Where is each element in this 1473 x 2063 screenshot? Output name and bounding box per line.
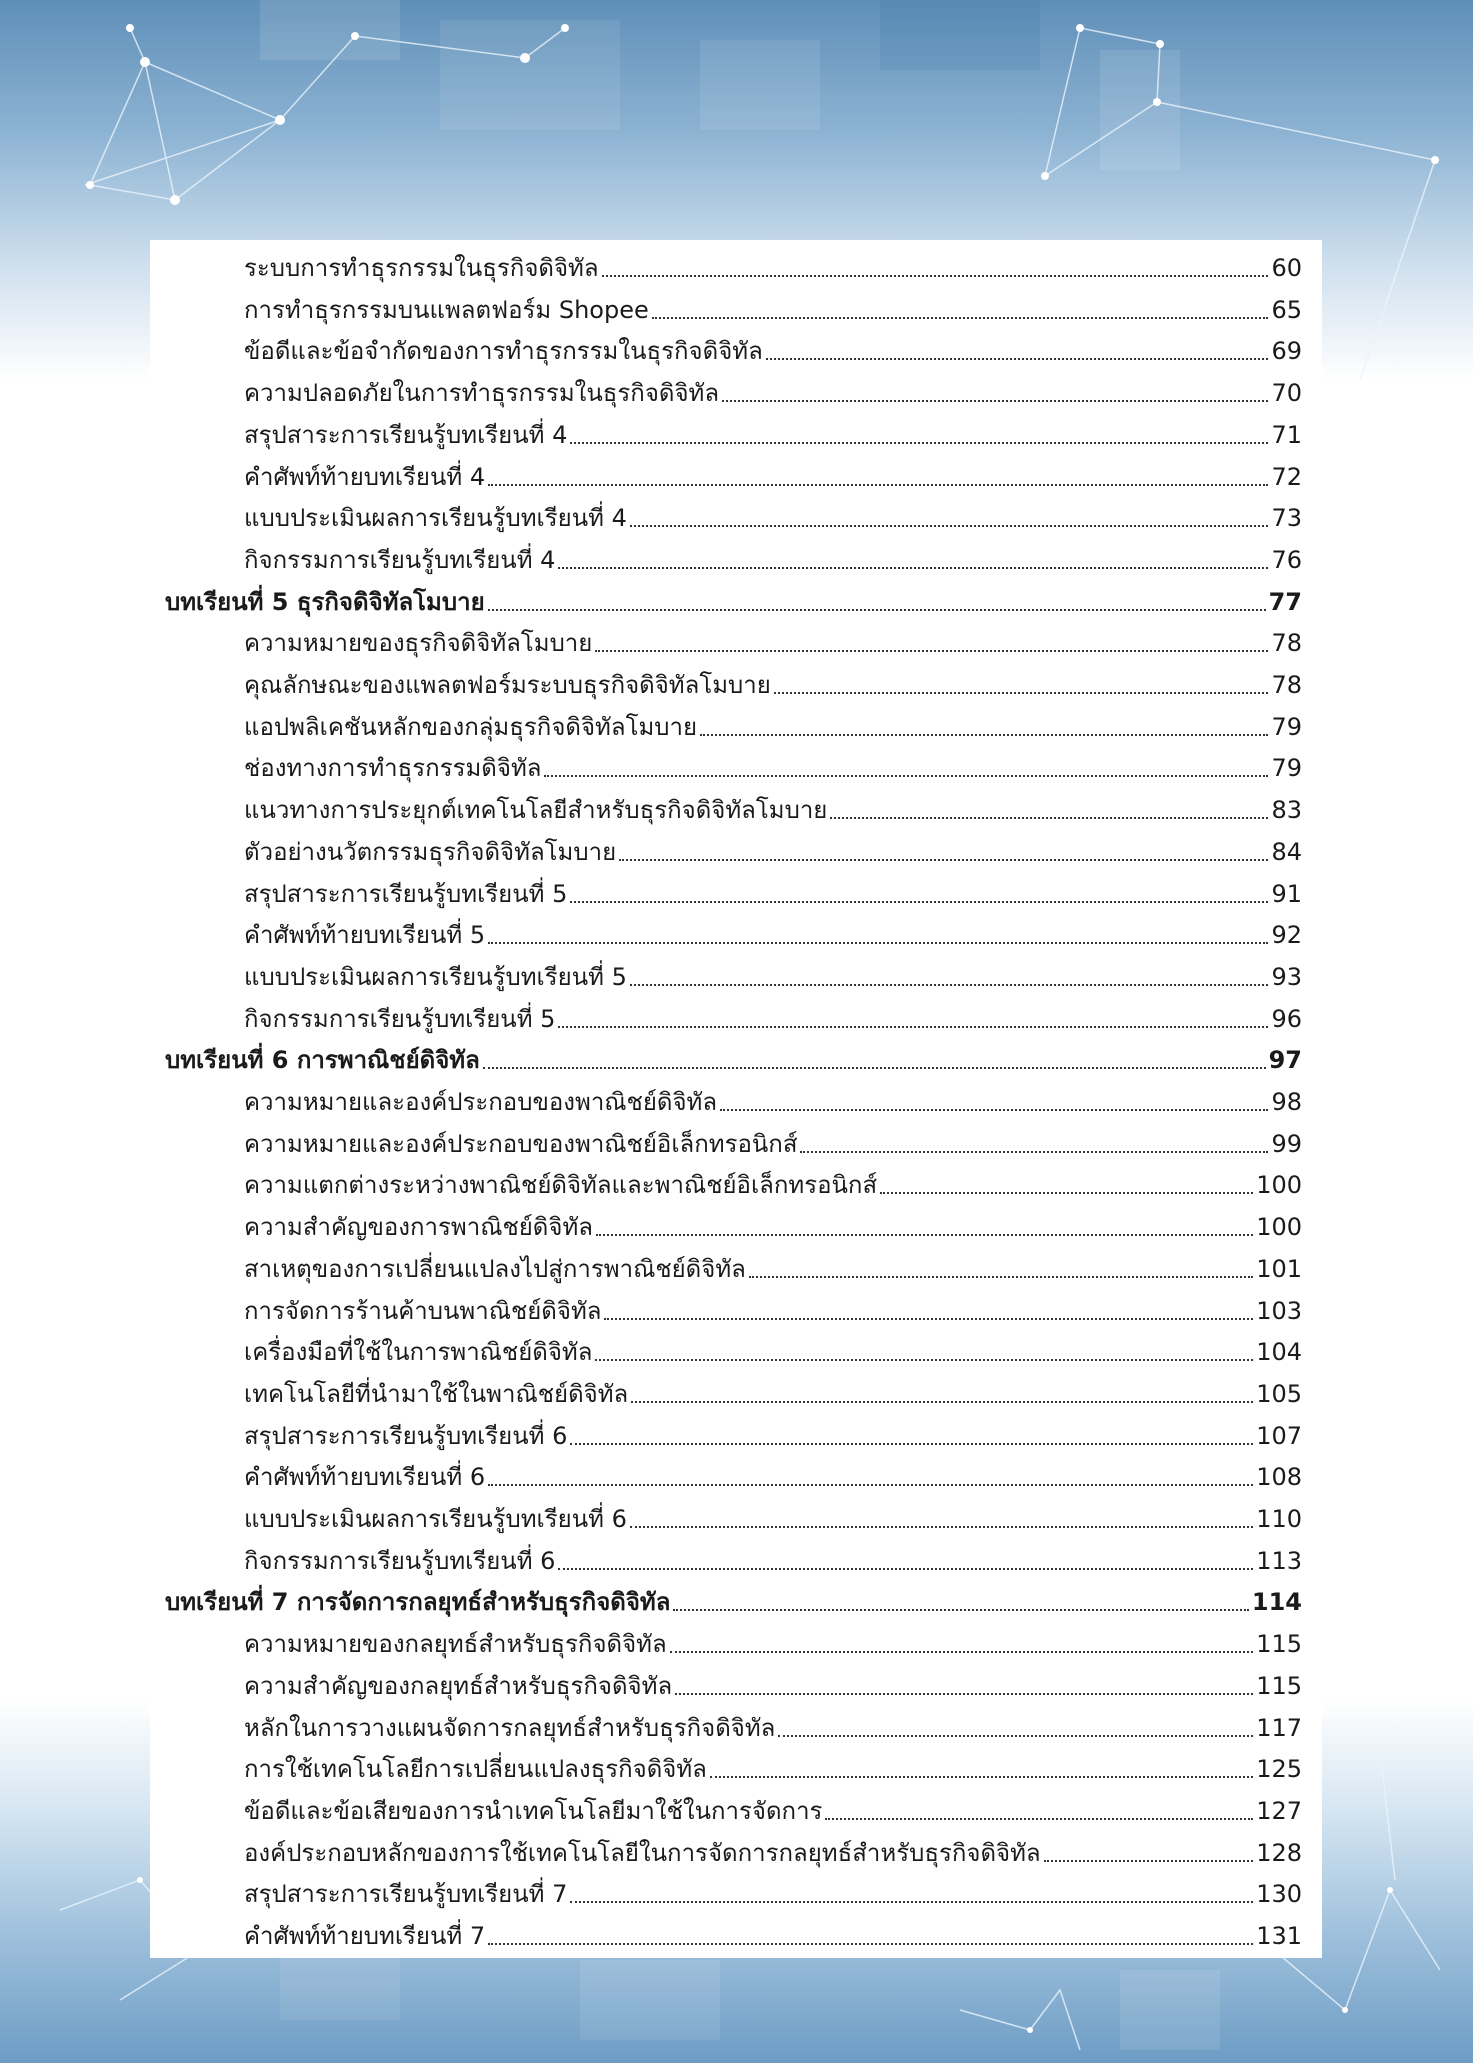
toc-entry-page: 100	[1256, 1213, 1302, 1242]
toc-entry-title: ความหมายของกลยุทธ์สำหรับธุรกิจดิจิทัล	[244, 1630, 667, 1659]
dot-leader	[749, 1275, 1253, 1278]
toc-entry-title: องค์ประกอบหลักของการใช้เทคโนโลยีในการจัดการกลยุทธ์สำหรับธุรกิจดิจิทัล	[244, 1838, 1041, 1867]
dot-leader	[778, 1734, 1253, 1737]
toc-entry-page: 127	[1256, 1796, 1302, 1825]
toc-entry-page: 117	[1256, 1713, 1302, 1742]
toc-entry-page: 79	[1271, 712, 1302, 741]
toc-entry[interactable]	[244, 1703, 1302, 1743]
dot-leader	[488, 941, 1268, 944]
toc-entry-page: 131	[1256, 1922, 1302, 1950]
toc-entry[interactable]	[244, 243, 1302, 283]
toc-entry-page: 79	[1271, 754, 1302, 783]
toc-entry-page: 101	[1256, 1254, 1302, 1283]
toc-entry-page: 99	[1271, 1129, 1302, 1158]
toc-entry[interactable]	[244, 1869, 1302, 1909]
dot-leader	[630, 524, 1269, 527]
toc-entry-title: ความหมายและองค์ประกอบของพาณิชย์อิเล็กทรอนิกส์	[244, 1129, 798, 1158]
toc-entry-title: ข้อดีและข้อจำกัดของการทำธุรกรรมในธุรกิจดิจิทัล	[244, 337, 763, 366]
dot-leader	[631, 1400, 1253, 1403]
toc-entry-title: สรุปสาระการเรียนรู้บทเรียนที่ 6	[244, 1421, 568, 1450]
toc-entry-page: 73	[1271, 504, 1302, 533]
toc-entry-page: 105	[1256, 1379, 1302, 1408]
toc-entry[interactable]	[244, 1786, 1302, 1826]
toc-entry-title: คำศัพท์ท้ายบทเรียนที่ 6	[244, 1463, 486, 1492]
dot-leader	[673, 1608, 1248, 1611]
toc-entry-title: บทเรียนที่ 7 การจัดการกลยุทธ์สำหรับธุรกิจดิจิทัล	[165, 1588, 671, 1617]
toc-entry[interactable]	[244, 410, 1302, 450]
toc-entry[interactable]	[244, 535, 1302, 575]
toc-entry[interactable]	[244, 1911, 1302, 1951]
dot-leader	[483, 1066, 1266, 1069]
toc-entry[interactable]	[244, 1327, 1302, 1367]
toc-entry[interactable]	[244, 994, 1302, 1034]
dot-leader	[800, 1150, 1268, 1153]
toc-entry-title: คำศัพท์ท้ายบทเรียนที่ 5	[244, 921, 486, 950]
toc-entry[interactable]	[244, 1286, 1302, 1326]
toc-entry-page: 100	[1256, 1171, 1302, 1200]
toc-entry-title: กิจกรรมการเรียนรู้บทเรียนที่ 6	[244, 1546, 556, 1575]
toc-entry[interactable]	[244, 1160, 1302, 1200]
toc-entry-title: คำศัพท์ท้ายบทเรียนที่ 4	[244, 462, 486, 491]
toc-entry-page: 78	[1271, 629, 1302, 658]
dot-leader	[570, 1900, 1253, 1903]
toc-entry-title: สรุปสาระการเรียนรู้บทเรียนที่ 4	[244, 420, 568, 449]
toc-entry-page: 128	[1256, 1838, 1302, 1867]
toc-entry-page: 93	[1271, 962, 1302, 991]
dot-leader	[652, 316, 1269, 319]
toc-entry-page: 92	[1271, 921, 1302, 950]
toc-entry-title: ความแตกต่างระหว่างพาณิชย์ดิจิทัลและพาณิชย์อิเล็กทรอนิกส์	[244, 1171, 878, 1200]
dot-leader	[722, 399, 1268, 402]
toc-entry[interactable]	[244, 702, 1302, 742]
toc-entry-page: 72	[1271, 462, 1302, 491]
toc-entry[interactable]	[244, 1536, 1302, 1576]
dot-leader	[825, 1817, 1253, 1820]
toc-entry-page: 130	[1256, 1880, 1302, 1909]
toc-entry-title: แนวทางการประยุกต์เทคโนโลยีสำหรับธุรกิจดิจิทัลโมบาย	[244, 796, 828, 825]
toc-entry[interactable]	[244, 952, 1302, 992]
dot-leader	[595, 649, 1268, 652]
toc-entry[interactable]	[244, 869, 1302, 909]
toc-entry-page: 98	[1271, 1088, 1302, 1116]
toc-entry-page: 108	[1256, 1463, 1302, 1492]
toc-entry-page: 113	[1256, 1546, 1302, 1575]
dot-leader	[630, 983, 1269, 986]
toc-entry-title: หลักในการวางแผนจัดการกลยุทธ์สำหรับธุรกิจดิจิทัล	[244, 1713, 776, 1742]
toc-chapter-entry[interactable]	[165, 1577, 1302, 1617]
toc-entry-page: 77	[1268, 587, 1302, 616]
toc-entry-title: ความหมายและองค์ประกอบของพาณิชย์ดิจิทัล	[244, 1088, 718, 1116]
toc-entry-page: 115	[1256, 1671, 1302, 1700]
toc-entry[interactable]	[244, 1244, 1302, 1284]
toc-entry-title: ความสำคัญของการพาณิชย์ดิจิทัล	[244, 1213, 593, 1242]
dot-leader	[830, 816, 1268, 819]
toc-entry[interactable]	[244, 1202, 1302, 1242]
dot-leader	[570, 900, 1268, 903]
toc-entry-page: 65	[1271, 295, 1302, 324]
toc-entry[interactable]	[244, 1661, 1302, 1701]
toc-entry-title: บทเรียนที่ 5 ธุรกิจดิจิทัลโมบาย	[165, 587, 485, 616]
toc-entry-page: 110	[1256, 1505, 1302, 1533]
toc-entry[interactable]	[244, 1619, 1302, 1659]
dot-leader	[488, 483, 1268, 486]
toc-entry-title: กิจกรรมการเรียนรู้บทเรียนที่ 4	[244, 545, 556, 574]
toc-entry[interactable]	[244, 285, 1302, 325]
dot-leader	[558, 1025, 1268, 1028]
toc-entry[interactable]	[244, 1828, 1302, 1868]
dot-leader	[570, 441, 1268, 444]
toc-entry-title: ข้อดีและข้อเสียของการนำเทคโนโลยีมาใช้ในการจัดการ	[244, 1796, 823, 1825]
toc-entry[interactable]	[244, 743, 1302, 783]
toc-entry[interactable]	[244, 452, 1302, 492]
toc-entry-title: แอปพลิเคชันหลักของกลุ่มธุรกิจดิจิทัลโมบาย	[244, 712, 698, 741]
dot-leader	[720, 1108, 1268, 1111]
toc-entry[interactable]	[244, 1411, 1302, 1451]
toc-entry-page: 83	[1271, 796, 1302, 825]
toc-entry-page: 70	[1271, 379, 1302, 408]
toc-entry-title: คำศัพท์ท้ายบทเรียนที่ 7	[244, 1922, 486, 1950]
toc-entry[interactable]	[244, 827, 1302, 867]
toc-entry-title: บทเรียนที่ 6 การพาณิชย์ดิจิทัล	[165, 1046, 480, 1075]
toc-entry-title: ช่องทางการทำธุรกรรมดิจิทัล	[244, 754, 542, 783]
toc-entry[interactable]	[244, 1494, 1302, 1534]
dot-leader	[596, 1233, 1253, 1236]
dot-leader	[1044, 1859, 1254, 1862]
dot-leader	[675, 1692, 1253, 1695]
toc-entry-title: สรุปสาระการเรียนรู้บทเรียนที่ 5	[244, 879, 568, 908]
toc-entry[interactable]	[244, 1119, 1302, 1159]
toc-entry-page: 71	[1271, 420, 1302, 449]
toc-chapter-entry[interactable]	[165, 1035, 1302, 1075]
toc-entry-title: ความสำคัญของกลยุทธ์สำหรับธุรกิจดิจิทัล	[244, 1671, 673, 1700]
toc-entry-title: เครื่องมือที่ใช้ในการพาณิชย์ดิจิทัล	[244, 1338, 593, 1367]
toc-entry-title: ความปลอดภัยในการทำธุรกรรมในธุรกิจดิจิทัล	[244, 379, 720, 408]
toc-entry-page: 103	[1256, 1296, 1302, 1325]
toc-entry-title: แบบประเมินผลการเรียนรู้บทเรียนที่ 4	[244, 504, 627, 533]
dot-leader	[604, 1317, 1253, 1320]
toc-entry-page: 97	[1268, 1046, 1302, 1075]
dot-leader	[558, 566, 1268, 569]
toc-entry-title: การใช้เทคโนโลยีการเปลี่ยนแปลงธุรกิจดิจิทัล	[244, 1755, 707, 1784]
toc-entry-title: การจัดการร้านค้าบนพาณิชย์ดิจิทัล	[244, 1296, 602, 1325]
toc-entry-title: ตัวอย่างนวัตกรรมธุรกิจดิจิทัลโมบาย	[244, 837, 617, 866]
toc-entry[interactable]	[244, 1744, 1302, 1784]
toc-entry-title: สาเหตุของการเปลี่ยนแปลงไปสู่การพาณิชย์ดิจิทัล	[244, 1254, 746, 1283]
dot-leader	[488, 1483, 1253, 1486]
toc-entry-page: 115	[1256, 1630, 1302, 1659]
dot-leader	[710, 1775, 1253, 1778]
toc-entry[interactable]	[244, 1077, 1302, 1117]
dot-leader	[619, 858, 1268, 861]
toc-entry[interactable]	[244, 493, 1302, 533]
toc-entry-page: 125	[1256, 1755, 1302, 1784]
toc-entry-title: การทำธุรกรรมบนแพลตฟอร์ม Shopee	[244, 295, 649, 324]
toc-entry-page: 107	[1256, 1421, 1302, 1450]
dot-leader	[774, 691, 1269, 694]
dot-leader	[602, 274, 1269, 277]
toc-entry-page: 76	[1271, 545, 1302, 574]
dot-leader	[670, 1650, 1253, 1653]
toc-entry[interactable]	[244, 618, 1302, 658]
dot-leader	[570, 1442, 1253, 1445]
toc-entry-title: คุณลักษณะของแพลตฟอร์มระบบธุรกิจดิจิทัลโมบาย	[244, 671, 771, 699]
toc-entry-page: 60	[1271, 254, 1302, 282]
toc-chapter-entry[interactable]	[165, 577, 1302, 617]
toc-entry-page: 104	[1256, 1338, 1302, 1367]
toc-entry[interactable]	[244, 326, 1302, 366]
toc-entry-title: ความหมายของธุรกิจดิจิทัลโมบาย	[244, 629, 593, 658]
toc-entry[interactable]	[244, 1452, 1302, 1492]
dot-leader	[595, 1358, 1253, 1361]
toc-entry-page: 91	[1271, 879, 1302, 908]
dot-leader	[558, 1567, 1253, 1570]
dot-leader	[630, 1525, 1253, 1528]
toc-entry-page: 69	[1271, 337, 1302, 366]
toc-entry-title: เทคโนโลยีที่นำมาใช้ในพาณิชย์ดิจิทัล	[244, 1379, 629, 1408]
dot-leader	[488, 1942, 1253, 1945]
toc-entry[interactable]	[244, 660, 1302, 700]
toc-entry-title: แบบประเมินผลการเรียนรู้บทเรียนที่ 5	[244, 962, 627, 991]
toc-entry-title: สรุปสาระการเรียนรู้บทเรียนที่ 7	[244, 1880, 568, 1909]
toc-entry-title: กิจกรรมการเรียนรู้บทเรียนที่ 5	[244, 1004, 556, 1033]
toc-entry-page: 84	[1271, 837, 1302, 866]
toc-entry[interactable]	[244, 910, 1302, 950]
dot-leader	[488, 608, 1266, 611]
toc-entry-title: แบบประเมินผลการเรียนรู้บทเรียนที่ 6	[244, 1505, 627, 1533]
toc-entry-page: 78	[1271, 671, 1302, 699]
dot-leader	[880, 1191, 1253, 1194]
toc-entry-page: 96	[1271, 1004, 1302, 1033]
toc-entry-title: ระบบการทำธุรกรรมในธุรกิจดิจิทัล	[244, 254, 599, 282]
dot-leader	[766, 357, 1269, 360]
dot-leader	[544, 774, 1268, 777]
dot-leader	[700, 733, 1268, 736]
toc-entry-page: 114	[1251, 1588, 1302, 1617]
toc-entry[interactable]	[244, 1369, 1302, 1409]
toc-entry[interactable]	[244, 368, 1302, 408]
toc-entry[interactable]	[244, 785, 1302, 825]
